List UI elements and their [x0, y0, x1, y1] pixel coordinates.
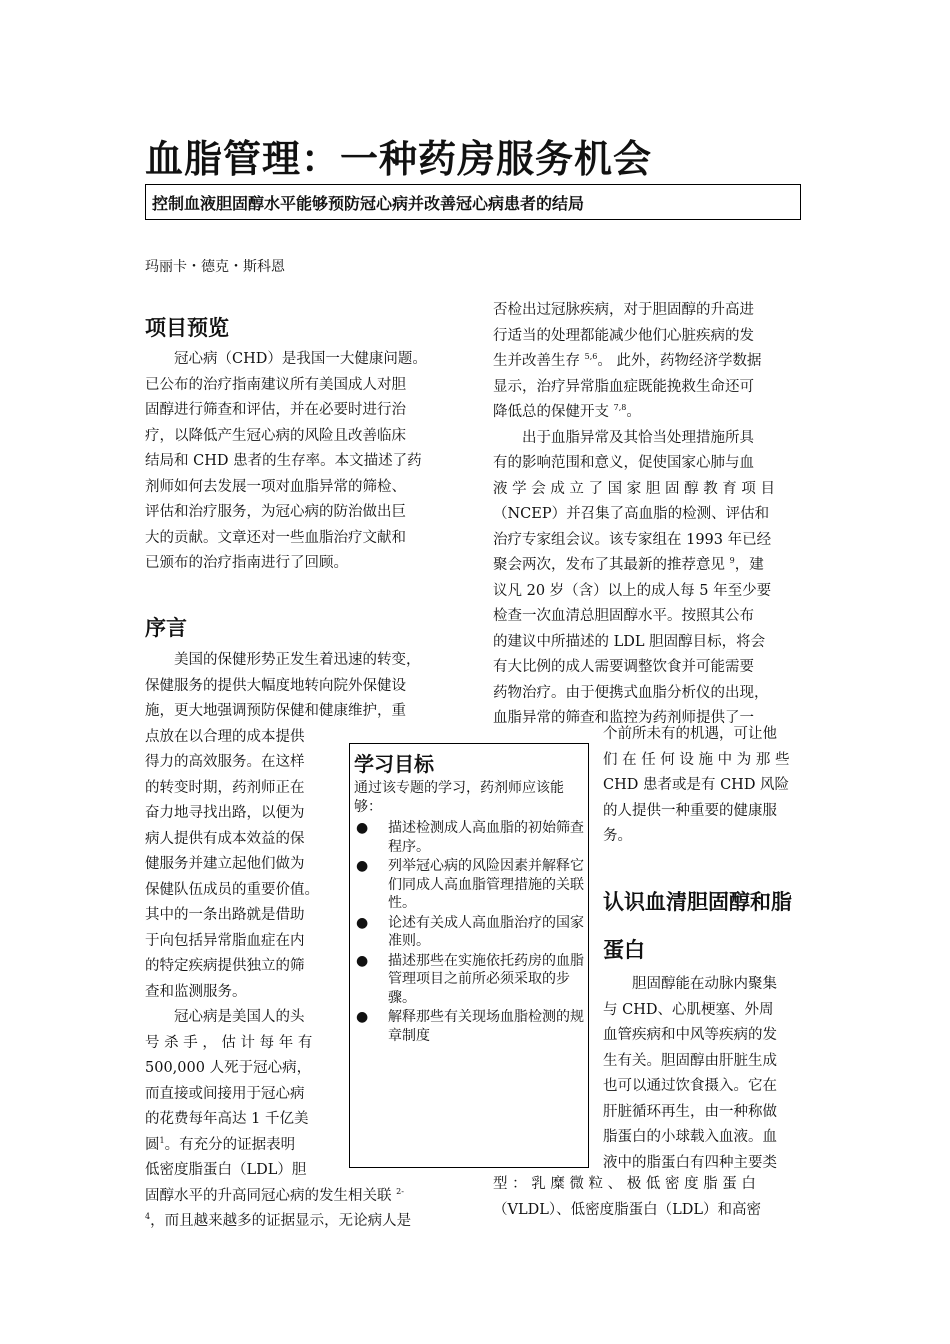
text-line: 结局和 CHD 患者的生存率。本文描述了药: [145, 453, 422, 469]
text-line: 议凡 20 岁（含）以上的成人每 5 年至少要: [493, 582, 772, 599]
text-line: 液 学 会 成 立 了 国 家 胆 固 醇 教 育 项 目: [493, 480, 776, 497]
learning-objectives-box: [349, 743, 589, 1168]
section-heading-cholesterol-cont: 蛋白: [603, 938, 645, 962]
text-line: 显示，治疗异常脂血症既能挽救生命还可: [493, 378, 754, 395]
text-fragment: ，而且越来越多的证据显示，无论病人是: [150, 1213, 412, 1229]
list-item-text: 描述那些在实施依托药房的血脂管理项目之前所必须采取的步骤。: [388, 952, 584, 1006]
right-column-narrow: [603, 722, 813, 850]
text-fragment: 降低总的保健开支: [493, 404, 609, 420]
text-line: 型 ： 乳 糜 微 粒 、 极 低 密 度 脂 蛋 白: [493, 1176, 756, 1192]
text-line: 的特定疾病提供独立的筛: [145, 958, 305, 974]
text-line: [493, 349, 808, 375]
text-line: 出于血脂异常及其恰当处理措施所具: [522, 429, 754, 446]
text-line: 健服务并建立起他们做为: [145, 856, 305, 872]
bullet-icon: ●: [356, 952, 369, 969]
right-column-top: [493, 298, 808, 732]
text-line: 生有关。胆固醇由肝脏生成: [603, 1052, 777, 1069]
text-line: 肝脏循环再生，由一种称做: [603, 1103, 777, 1120]
text-line: 奋力地寻找出路，以便为: [145, 805, 305, 821]
text-line: 与 CHD、心肌梗塞、外周: [603, 1001, 774, 1018]
text-line: CHD 患者或是有 CHD 风险: [603, 777, 790, 793]
text-line: 点放在以合理的成本提供: [145, 728, 305, 745]
section-heading-cholesterol: 认识血清胆固醇和脂: [603, 890, 792, 914]
text-line: 血脂异常的筛查和监控为药剂师提供了一: [493, 710, 754, 726]
text-line: 于向包括异常脂血症在内: [145, 932, 305, 949]
text-line: 大的贡献。文章还对一些血脂治疗文献和: [145, 529, 406, 546]
text-line: 有大比例的成人需要调整饮食并可能需要: [493, 659, 754, 675]
list-item: [354, 819, 584, 856]
objectives-list: [354, 819, 584, 1045]
text-line: [145, 1209, 460, 1235]
text-line: （VLDL）、低密度脂蛋白（LDL）和高密: [493, 1201, 761, 1218]
text-line: 评估和治疗服务，为冠心病的防治做出巨: [145, 504, 406, 520]
text-line: 的花费每年高达 1 千亿美: [145, 1111, 309, 1127]
text-line: 务。: [603, 828, 632, 844]
objectives-heading: 学习目标: [354, 752, 434, 776]
list-item-text: 列举冠心病的风险因素并解释它们同成人高血脂管理措施的关联性。: [388, 858, 584, 911]
text-line: 脂蛋白的小球载入血液。血: [603, 1129, 777, 1145]
list-item: [354, 914, 584, 951]
list-item: [354, 952, 584, 1008]
text-line: [145, 1184, 460, 1210]
text-line: [493, 553, 808, 579]
text-line: 有的影响范围和意义，促使国家心肺与血: [493, 455, 754, 471]
list-item-text: 论述有关成人高血脂治疗的国家准则。: [388, 914, 584, 949]
text-line: 血管疾病和中风等疾病的发: [603, 1027, 777, 1043]
citation-superscript: 9: [729, 556, 735, 566]
author: 玛丽卡・德克・斯科恩: [145, 259, 285, 275]
text-line: 病人提供有成本效益的保: [145, 830, 305, 847]
citation-superscript: 7,8: [613, 403, 627, 413]
text-line: 500,000 人死于冠心病，: [145, 1060, 312, 1076]
text-line: 查和监测服务。: [145, 983, 247, 1000]
bullet-icon: ●: [356, 1009, 369, 1025]
text-fragment: 固醇水平的升高同冠心病的发生相关联: [145, 1187, 392, 1204]
text-line: 得力的高效服务。在这样: [145, 754, 305, 770]
text-line: 剂师如何去发展一项对血脂异常的筛检、: [145, 478, 406, 495]
text-fragment: 。: [626, 404, 641, 420]
text-line: 冠心病是美国人的头: [174, 1009, 305, 1025]
text-line: 疗，以降低产生冠心病的风险且改善临床: [145, 427, 406, 444]
text-fragment: ，建: [734, 557, 764, 573]
text-line: 冠心病（CHD）是我国一大健康问题。: [174, 351, 427, 367]
text-line: 胆固醇能在动脉内聚集: [632, 976, 777, 992]
list-item-text: 解释那些有关现场血脂检测的规章制度: [388, 1009, 584, 1044]
citation-superscript: 2-: [396, 1186, 404, 1196]
citation-superscript: 5,6: [584, 352, 598, 362]
text-line: 的转变时期，药剂师正在: [145, 779, 305, 796]
text-line: 们 在 任 何 设 施 中 为 那 些: [603, 751, 790, 768]
text-line: 固醇进行筛查和评估，并在必要时进行治: [145, 402, 406, 418]
text-line: 否检出过冠脉疾病，对于胆固醇的升高进: [493, 302, 754, 318]
text-line: 保健队伍成员的重要价值。: [145, 881, 319, 898]
text-line: 已颁布的治疗指南进行了回顾。: [145, 555, 348, 571]
citation-superscript: 1: [159, 1135, 165, 1145]
bullet-icon: ●: [356, 914, 369, 931]
cholesterol-text: [603, 972, 813, 1176]
text-line: 已公布的治疗指南建议所有美国成人对胆: [145, 376, 406, 393]
list-item-text: 描述检测成人高血脂的初始筛查程序。: [388, 820, 584, 855]
list-item: [354, 857, 584, 913]
text-fragment: 圆: [145, 1136, 160, 1153]
text-line: [493, 400, 808, 426]
cholesterol-text-bottom: [493, 1172, 808, 1223]
list-item: [354, 1008, 584, 1045]
text-line: 的人提供一种重要的健康服: [603, 802, 777, 819]
text-fragment: 聚会两次，发布了其最新的推荐意见: [493, 557, 725, 573]
text-line: 液中的脂蛋白有四种主要类: [603, 1154, 777, 1171]
text-line: 检查一次血清总胆固醇水平。按照其公布: [493, 608, 754, 624]
text-line: 美国的保健形势正发生着迅速的转变，: [174, 652, 421, 668]
text-fragment: 。 此外，药物经济学数据: [597, 353, 762, 369]
text-line: 行适当的处理都能减少他们心脏疾病的发: [493, 327, 754, 344]
text-line: 治疗专家组会议。该专家组在 1993 年已经: [493, 531, 772, 548]
bullet-icon: ●: [356, 858, 369, 874]
text-line: 保健服务的提供大幅度地转向院外保健设: [145, 677, 406, 694]
text-fragment: 生并改善生存: [493, 353, 580, 369]
text-line: 号 杀 手 ， 估 计 每 年 有: [145, 1034, 313, 1051]
bullet-icon: ●: [356, 820, 369, 836]
text-line: 也可以通过饮食摄入。它在: [603, 1078, 777, 1094]
text-line: （NCEP）并召集了高血脂的检测、评估和: [493, 506, 770, 522]
citation-superscript: 4: [145, 1212, 151, 1222]
overview-text: [145, 347, 460, 577]
subtitle-box: 控制血液胆固醇水平能够预防冠心病并改善冠心病患者的结局: [145, 184, 801, 220]
text-line: 施，更大地强调预防保健和健康维护，重: [145, 703, 406, 719]
text-line: 的建议中所描述的 LDL 胆固醇目标，将会: [493, 633, 766, 650]
text-line: 个前所未有的机遇，可让他: [603, 726, 777, 742]
text-line: 药物治疗。由于便携式血脂分析仪的出现，: [493, 684, 769, 701]
text-line: 其中的一条出路就是借助: [145, 907, 305, 923]
text-line: 低密度脂蛋白（LDL）胆: [145, 1162, 307, 1178]
section-heading-preface: 序言: [145, 616, 187, 640]
page-title: 血脂管理：一种药房服务机会: [145, 137, 653, 181]
section-heading-overview: 项目预览: [145, 316, 229, 340]
objectives-intro: 通过该专题的学习，药剂师应该能够：: [354, 780, 564, 815]
text-line: 而直接或间接用于冠心病: [145, 1085, 305, 1102]
text-fragment: 。有充分的证据表明: [164, 1136, 296, 1153]
